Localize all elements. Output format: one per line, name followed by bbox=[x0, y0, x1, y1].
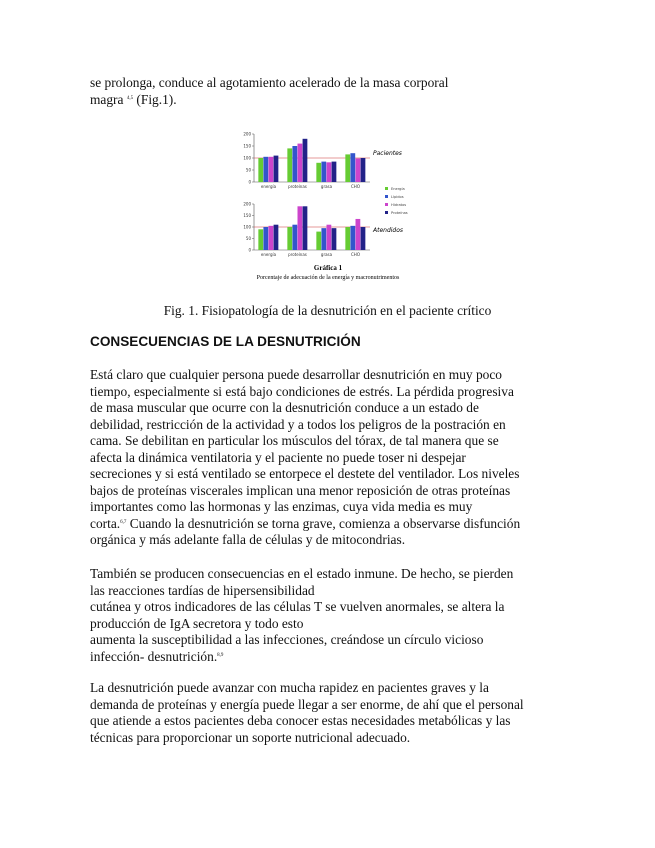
x-tick-label: CHO bbox=[351, 184, 360, 189]
y-tick-label: 50 bbox=[245, 167, 251, 173]
p1-line: cama. Se debilitan en particular los músculos del tórax, de tal manera que se bbox=[90, 433, 499, 448]
top-panel-label: Pacientes bbox=[373, 150, 402, 157]
bar bbox=[298, 206, 303, 250]
p1-line: tiempo, especialmente si está bajo condiciones de estrés. La pérdida progresiva bbox=[90, 383, 514, 399]
figure-caption: Fig. 1. Fisiopatología de la desnutrición en el paciente crítico bbox=[163, 303, 492, 318]
p3-line: técnicas para proporcionar un soporte nutricional adecuado. bbox=[90, 729, 411, 745]
bar bbox=[274, 225, 279, 250]
bar bbox=[327, 162, 332, 182]
bar bbox=[350, 226, 355, 250]
bar bbox=[361, 227, 366, 250]
bar bbox=[332, 228, 337, 250]
y-tick-label: 100 bbox=[243, 155, 251, 161]
bar bbox=[327, 225, 332, 250]
bar bbox=[263, 227, 268, 250]
bar bbox=[356, 219, 361, 250]
intro-word: magra bbox=[90, 91, 124, 107]
p3-line: demanda de proteínas y energía puede llegar a ser enorme, de ahí que el personal bbox=[90, 696, 524, 712]
bottom-panel-label: Atendidos bbox=[373, 227, 404, 234]
p1-line: Está claro que cualquier persona puede desarrollar desnutrición en muy poco bbox=[90, 367, 502, 382]
y-tick-label: 200 bbox=[243, 131, 251, 137]
bar bbox=[303, 206, 308, 250]
legend-label: Energía bbox=[391, 187, 405, 191]
intro-line-1: se prolonga, conduce al agotamiento acelerado de la masa corporal bbox=[90, 75, 449, 90]
p2-line: aumenta la susceptibilidad a las infecciones, creándose un círculo vicioso bbox=[90, 632, 484, 647]
legend-swatch bbox=[385, 187, 388, 190]
bar bbox=[356, 158, 361, 182]
y-tick-label: 200 bbox=[243, 201, 251, 207]
legend-swatch bbox=[385, 195, 388, 198]
p1-line: importantes como las hormonas y las enzimas, cuya vida media es muy bbox=[90, 499, 473, 514]
x-tick-label: grasa bbox=[320, 184, 333, 189]
legend-label: Hidratos bbox=[391, 203, 407, 207]
x-tick-label: CHO bbox=[351, 252, 360, 257]
bar bbox=[345, 227, 350, 250]
intro-line-2 bbox=[90, 92, 570, 109]
p1-line: de masa muscular que ocurre con la desnutrición conduce a un estado de bbox=[90, 400, 479, 415]
inner-figure-subcaption: Porcentaje de adecuación de la energía y macronutrimentos bbox=[256, 275, 400, 281]
paragraph-2 bbox=[90, 566, 570, 665]
p1-line: secreciones y si está ventilado se entorpece el destete del ventilador. Los niveles bbox=[90, 466, 520, 481]
bar bbox=[316, 163, 321, 182]
legend-swatch bbox=[385, 203, 388, 206]
p2-line: cutánea y otros indicadores de las células T se vuelven anormales, se altera la bbox=[90, 599, 505, 614]
bar bbox=[274, 156, 279, 182]
p1-line bbox=[90, 516, 570, 533]
bar bbox=[332, 162, 337, 182]
bar bbox=[258, 229, 263, 250]
bar bbox=[269, 157, 274, 182]
x-tick-label: proteínas bbox=[288, 184, 307, 189]
y-tick-label: 50 bbox=[245, 236, 251, 241]
bar bbox=[321, 228, 326, 250]
p1-line: bajos de proteínas viscerales implican una menor reposición de otras proteínas bbox=[90, 482, 511, 498]
y-tick-label: 150 bbox=[243, 143, 251, 149]
bar bbox=[292, 225, 297, 250]
p2-line bbox=[90, 649, 570, 666]
legend-label: Proteínas bbox=[391, 211, 408, 215]
x-tick-label: energía bbox=[260, 252, 277, 257]
y-tick-label: 150 bbox=[243, 213, 251, 218]
p1-text: corta. bbox=[90, 515, 121, 531]
bar bbox=[258, 158, 263, 182]
figure-reference: (Fig.1). bbox=[133, 91, 177, 107]
inner-figure-caption: Gráfica 1 bbox=[313, 264, 343, 272]
p2-line: las reacciones tardías de hipersensibilidad bbox=[90, 582, 315, 598]
figure-image bbox=[228, 124, 428, 286]
p1-line: debilidad, restricción de la actividad y a todos los peligros de la postración en bbox=[90, 416, 506, 432]
y-tick-label: 0 bbox=[248, 247, 251, 253]
paragraph-3 bbox=[90, 680, 570, 746]
bar-charts-figure bbox=[228, 124, 428, 286]
citation-ref: 4,5 bbox=[126, 95, 134, 101]
bar bbox=[292, 146, 297, 182]
x-tick-label: proteínas bbox=[288, 252, 307, 257]
x-tick-label: energía bbox=[260, 184, 277, 189]
p1-line: orgánica y más adelante falla de células y de mitocondrias. bbox=[90, 532, 406, 547]
section-heading: CONSECUENCIAS DE LA DESNUTRICIÓN bbox=[90, 334, 361, 349]
citation-ref: 8,9 bbox=[217, 652, 224, 658]
bar bbox=[287, 148, 292, 182]
bar bbox=[303, 139, 308, 182]
bar bbox=[269, 226, 274, 250]
paragraph-1 bbox=[90, 367, 570, 549]
bar bbox=[287, 227, 292, 250]
bar bbox=[298, 144, 303, 182]
legend-swatch bbox=[385, 211, 388, 214]
bar bbox=[316, 232, 321, 250]
y-tick-label: 100 bbox=[243, 224, 251, 230]
x-tick-label: grasa bbox=[320, 252, 333, 257]
bar bbox=[321, 162, 326, 182]
bar bbox=[350, 153, 355, 182]
p3-line: La desnutrición puede avanzar con mucha rapidez en pacientes graves y la bbox=[90, 680, 489, 695]
citation-ref: 6,7 bbox=[120, 519, 127, 525]
y-tick-label: 0 bbox=[248, 179, 251, 185]
legend-label: Lípidos bbox=[391, 195, 404, 199]
p1-line: afecta la dinámica ventilatoria y el paciente no puede toser ni despejar bbox=[90, 449, 466, 465]
p2-line: También se producen consecuencias en el estado inmune. De hecho, se pierden bbox=[90, 566, 514, 581]
bar bbox=[263, 157, 268, 182]
p1-text: Cuando la desnutrición se torna grave, comienza a observarse disfunción bbox=[126, 515, 521, 531]
bar bbox=[361, 158, 366, 182]
bar bbox=[345, 154, 350, 182]
p2-line: producción de IgA secretora y todo esto bbox=[90, 615, 304, 631]
intro-paragraph bbox=[90, 75, 570, 108]
p3-line: que atiende a estos pacientes deba conocer estas necesidades metabólicas y las bbox=[90, 713, 511, 728]
p2-text: infección- desnutrición. bbox=[90, 648, 218, 664]
